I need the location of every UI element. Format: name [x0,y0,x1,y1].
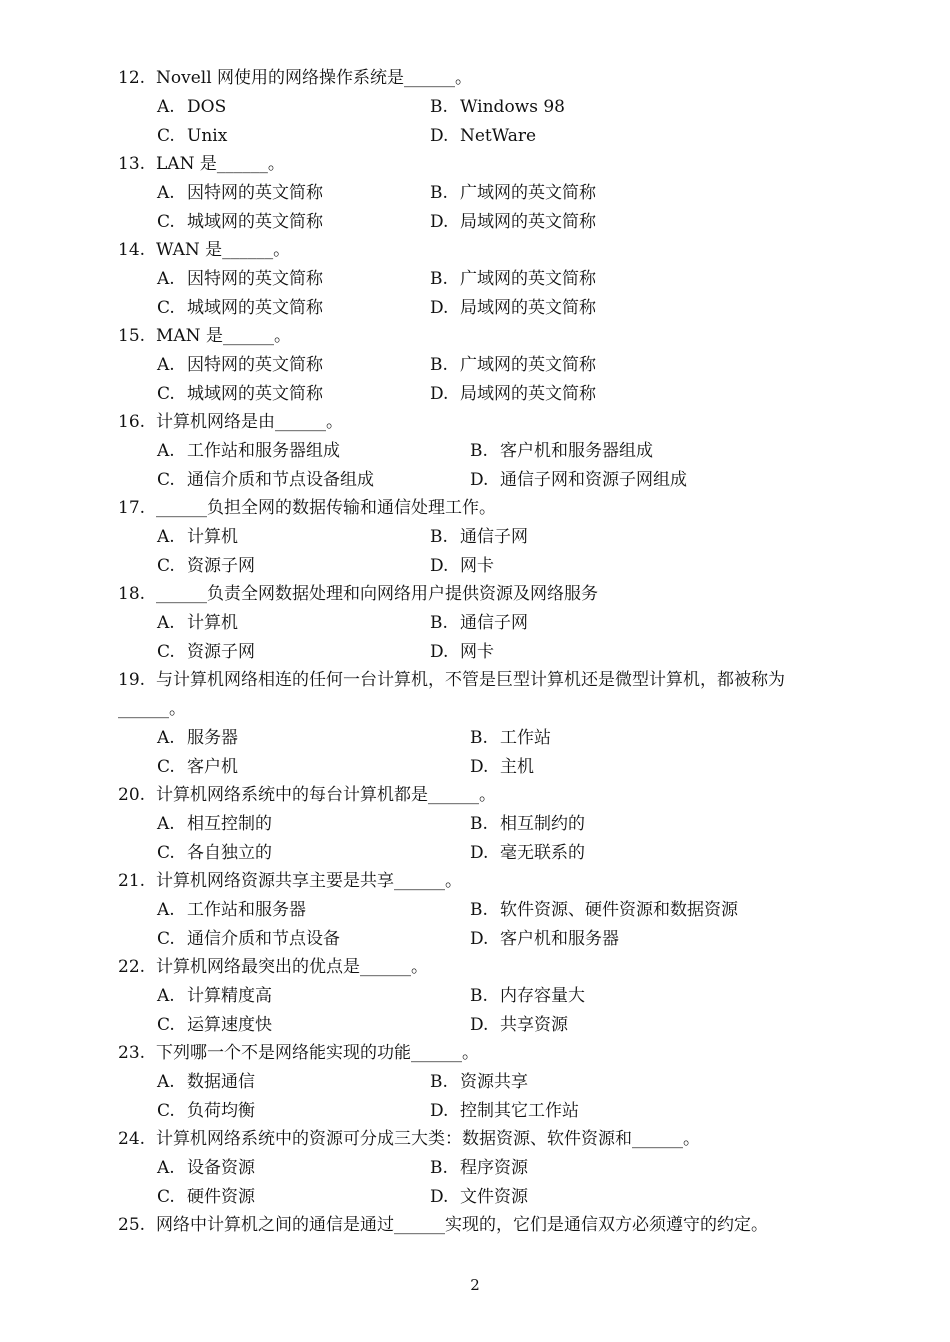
question-number: 19. [118,670,146,690]
question-text: MAN 是______。 [156,326,291,346]
option-text: 资源共享 [460,1072,528,1092]
option-text: DOS [187,97,227,117]
option-c [157,1100,255,1122]
option-letter: A. [157,441,175,461]
question-text: 下列哪一个不是网络能实现的功能______。 [156,1043,479,1063]
question-number: 17. [118,498,146,518]
option-letter: B. [470,986,488,1006]
option-text: 资源子网 [187,642,255,662]
option-text: 局域网的英文简称 [460,384,596,404]
question-number: 15. [118,326,146,346]
option-text: 计算机 [187,613,238,633]
question-number: 21. [118,871,146,891]
option-text: 局域网的英文简称 [460,212,596,232]
option-letter: A. [157,527,175,547]
option-text: 内存容量大 [500,986,585,1006]
option-letter: B. [430,355,448,375]
option-text: 局域网的英文简称 [460,298,596,318]
option-text: 毫无联系的 [500,843,585,863]
option-text: 广域网的英文简称 [460,183,596,203]
option-letter: D. [470,929,489,949]
option-d [470,928,619,950]
question-line [118,669,785,691]
option-letter: C. [157,126,175,146]
option-letter: B. [430,613,448,633]
question-number: 20. [118,785,146,805]
option-letter: C. [157,298,175,318]
option-text: 相互控制的 [187,814,272,834]
option-b [470,813,585,835]
option-letter: B. [470,814,488,834]
option-text: 广域网的英文简称 [460,269,596,289]
option-letter: A. [157,355,175,375]
option-c [157,297,323,319]
option-text: 共享资源 [500,1015,568,1035]
option-letter: C. [157,1015,175,1035]
question-text: WAN 是______。 [156,240,291,260]
option-b [470,440,653,462]
question-number: 25. [118,1215,146,1235]
option-c [157,641,255,663]
option-b [430,268,596,290]
option-a [157,440,340,462]
option-a [157,813,272,835]
option-letter: A. [157,1158,175,1178]
option-c [157,469,374,491]
option-text: 程序资源 [460,1158,528,1178]
question-line [118,784,496,806]
option-letter: D. [470,1015,489,1035]
question-number: 22. [118,957,146,977]
option-text: 通信子网 [460,527,528,547]
option-letter: A. [157,97,175,117]
option-text: 文件资源 [460,1187,528,1207]
question-number: 14. [118,240,146,260]
option-d [430,211,596,233]
option-a [157,96,226,118]
option-text: 硬件资源 [187,1187,255,1207]
question-line [118,411,343,433]
option-letter: B. [470,728,488,748]
option-b [430,354,596,376]
option-b [470,985,585,1007]
option-d [470,842,585,864]
question-line [118,1128,700,1150]
option-letter: A. [157,814,175,834]
question-line [118,583,598,605]
option-d [470,1014,568,1036]
option-letter: D. [470,843,489,863]
option-c [157,125,227,147]
option-b [430,1071,528,1093]
question-number: 18. [118,584,146,604]
question-line [118,870,462,892]
option-a [157,182,323,204]
question-number: 23. [118,1043,146,1063]
option-letter: C. [157,470,175,490]
option-text: 城域网的英文简称 [187,212,323,232]
option-text: 相互制约的 [500,814,585,834]
option-a [157,1157,255,1179]
option-text: 因特网的英文简称 [187,355,323,375]
option-letter: C. [157,212,175,232]
question-line [118,153,285,175]
question-text: 计算机网络是由______。 [156,412,343,432]
question-text-continuation: ______。 [118,699,186,719]
option-letter: C. [157,384,175,404]
option-letter: A. [157,986,175,1006]
option-letter: B. [470,900,488,920]
question-text: 与计算机网络相连的任何一台计算机，不管是巨型计算机还是微型计算机，都被称为 [156,670,785,690]
question-line [118,956,428,978]
option-letter: A. [157,613,175,633]
option-d [430,641,494,663]
option-text: 城域网的英文简称 [187,298,323,318]
option-c [157,555,255,577]
question-text: Novell 网使用的网络操作系统是______。 [156,68,473,88]
page-number: 2 [470,1276,480,1294]
option-text: 运算速度快 [187,1015,272,1035]
option-letter: C. [157,556,175,576]
option-letter: B. [430,183,448,203]
option-b [430,1157,528,1179]
option-a [157,899,306,921]
option-d [430,1100,579,1122]
option-text: 各自独立的 [187,843,272,863]
option-letter: D. [430,1187,449,1207]
option-letter: C. [157,642,175,662]
question-line [118,325,291,347]
option-text: 工作站和服务器 [187,900,306,920]
question-text: 网络中计算机之间的通信是通过______实现的，它们是通信双方必须遵守的约定。 [156,1215,768,1235]
option-text: 软件资源、硬件资源和数据资源 [500,900,738,920]
option-c [157,928,340,950]
option-text: 计算机 [187,527,238,547]
option-c [157,842,272,864]
option-letter: D. [430,556,449,576]
option-d [430,297,596,319]
option-letter: D. [470,470,489,490]
option-text: 客户机 [187,757,238,777]
option-d [430,555,494,577]
option-letter: C. [157,1187,175,1207]
option-a [157,268,323,290]
option-text: 因特网的英文简称 [187,269,323,289]
question-number: 13. [118,154,146,174]
option-text: 控制其它工作站 [460,1101,579,1121]
option-d [470,756,534,778]
option-text: 网卡 [460,556,494,576]
question-text: ______负担全网的数据传输和通信处理工作。 [156,498,496,518]
option-letter: D. [430,642,449,662]
option-text: 通信子网和资源子网组成 [500,470,687,490]
option-text: 城域网的英文简称 [187,384,323,404]
option-text: 通信介质和节点设备 [187,929,340,949]
option-letter: D. [470,757,489,777]
option-a [157,985,272,1007]
option-letter: B. [430,1158,448,1178]
question-number: 16. [118,412,146,432]
option-text: 主机 [500,757,534,777]
option-text: 通信介质和节点设备组成 [187,470,374,490]
option-text: 服务器 [187,728,238,748]
option-c [157,756,238,778]
option-text: 资源子网 [187,556,255,576]
option-letter: A. [157,728,175,748]
option-d [430,383,596,405]
question-text: 计算机网络最突出的优点是______。 [156,957,428,977]
option-text: 工作站和服务器组成 [187,441,340,461]
question-text: 计算机网络系统中的资源可分成三大类：数据资源、软件资源和______。 [156,1129,700,1149]
option-c [157,1186,255,1208]
option-a [157,354,323,376]
option-letter: D. [430,384,449,404]
question-text: LAN 是______。 [156,154,285,174]
option-letter: A. [157,183,175,203]
option-a [157,526,238,548]
option-b [470,727,551,749]
option-text: NetWare [460,126,537,146]
option-b [470,899,738,921]
question-line [118,497,496,519]
option-text: 客户机和服务器 [500,929,619,949]
option-d [430,125,536,147]
option-text: 负荷均衡 [187,1101,255,1121]
option-text: 通信子网 [460,613,528,633]
option-text: Unix [187,126,228,146]
question-number: 24. [118,1129,146,1149]
option-text: 客户机和服务器组成 [500,441,653,461]
option-text: 因特网的英文简称 [187,183,323,203]
question-text: 计算机网络系统中的每台计算机都是______。 [156,785,496,805]
option-letter: B. [430,97,448,117]
option-letter: B. [430,269,448,289]
option-letter: C. [157,757,175,777]
question-text: ______负责全网数据处理和向网络用户提供资源及网络服务 [156,584,598,604]
option-d [470,469,687,491]
option-text: 计算精度高 [187,986,272,1006]
option-letter: A. [157,269,175,289]
option-letter: B. [430,527,448,547]
option-letter: D. [430,212,449,232]
option-text: 设备资源 [187,1158,255,1178]
option-b [430,96,565,118]
option-letter: B. [470,441,488,461]
question-line [118,67,472,89]
question-line [118,1214,768,1236]
option-a [157,727,238,749]
option-letter: B. [430,1072,448,1092]
option-c [157,1014,272,1036]
option-text: 数据通信 [187,1072,255,1092]
option-b [430,182,596,204]
option-b [430,612,528,634]
option-c [157,211,323,233]
question-line [118,1042,479,1064]
option-d [430,1186,528,1208]
option-letter: D. [430,298,449,318]
option-letter: C. [157,843,175,863]
option-letter: C. [157,929,175,949]
option-letter: A. [157,900,175,920]
option-a [157,1071,255,1093]
question-text: 计算机网络资源共享主要是共享______。 [156,871,462,891]
option-text: 工作站 [500,728,551,748]
option-a [157,612,238,634]
question-number: 12. [118,68,146,88]
option-b [430,526,528,548]
option-c [157,383,323,405]
option-letter: A. [157,1072,175,1092]
option-text: 广域网的英文简称 [460,355,596,375]
question-line [118,239,290,261]
option-text: 网卡 [460,642,494,662]
option-letter: D. [430,126,449,146]
option-letter: D. [430,1101,449,1121]
option-letter: C. [157,1101,175,1121]
option-text: Windows 98 [460,97,565,117]
